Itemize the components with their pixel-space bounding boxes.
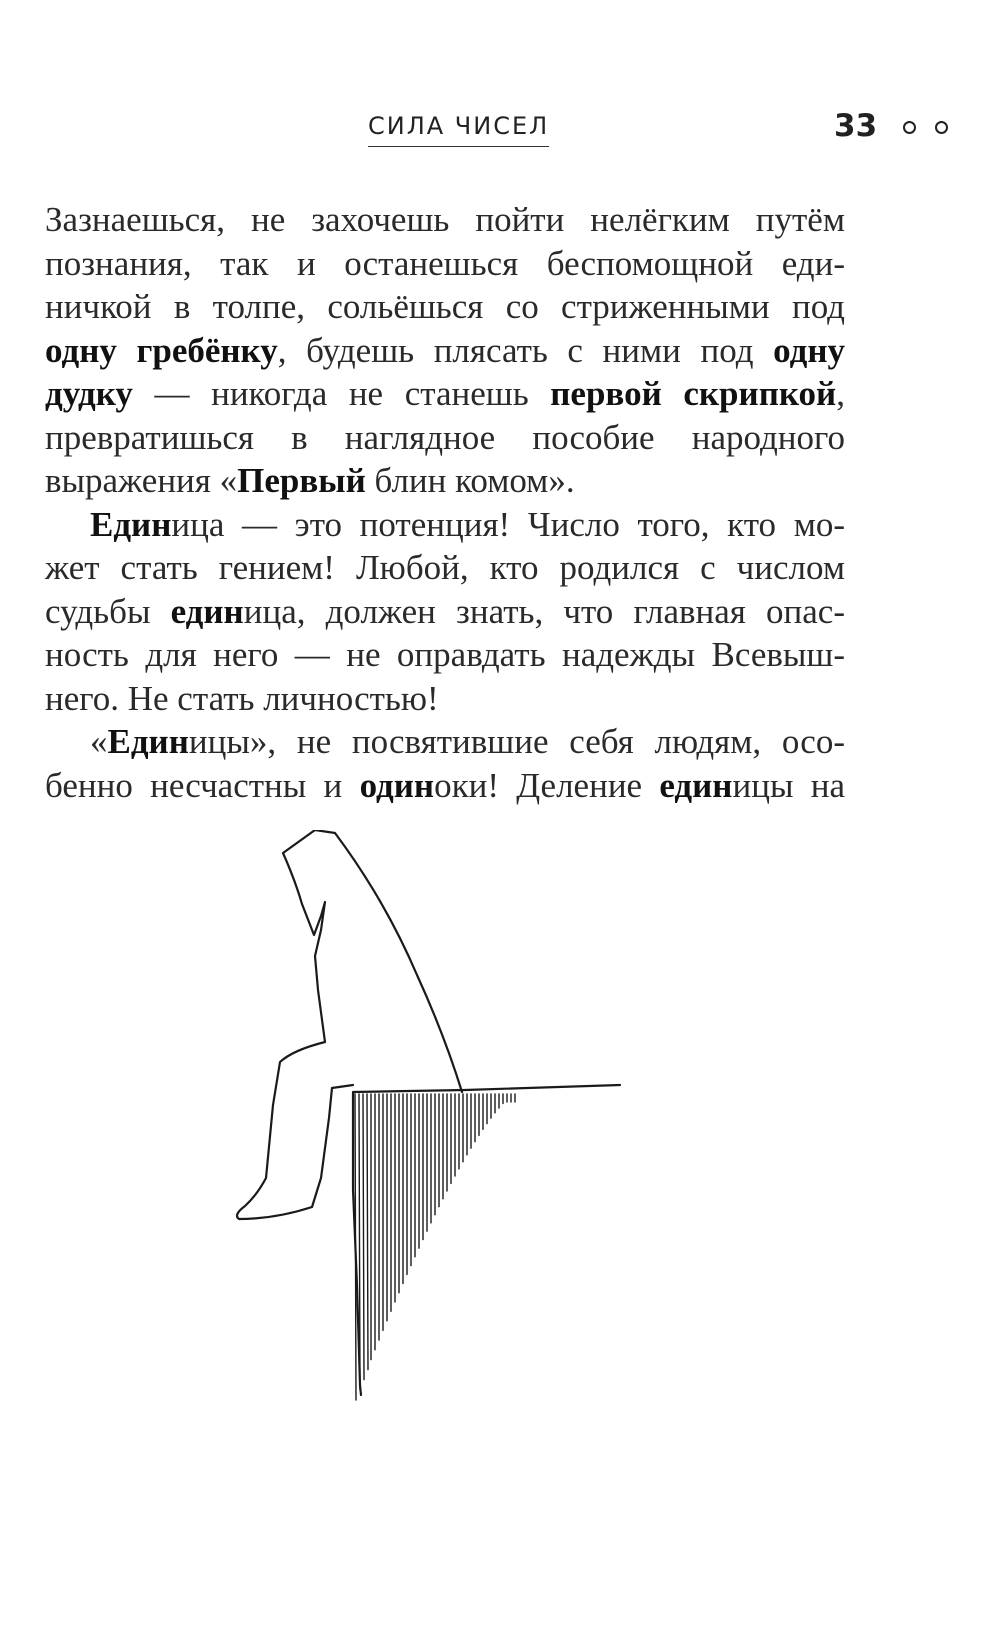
text-line	[45, 503, 845, 547]
text-run: жет стать гением! Любой, кто родился с числом	[45, 548, 845, 587]
hatch-stroke	[355, 1094, 356, 1400]
hatch-stroke	[367, 1094, 368, 1370]
bold-text: первой скрипкой	[550, 374, 837, 413]
text-run: познания, так и останешься беспомощной еди-	[45, 243, 845, 283]
text-line	[45, 285, 845, 329]
paragraph	[45, 503, 845, 721]
text-run: превратишься в наглядное пособие народного	[45, 417, 845, 457]
text-line	[45, 372, 845, 416]
text-line	[45, 633, 845, 677]
body-text	[45, 198, 845, 807]
bold-text: Един	[107, 722, 189, 761]
text-line	[45, 764, 845, 808]
text-run: него. Не стать личностью!	[45, 678, 439, 718]
paragraph	[45, 720, 845, 807]
text-run: ица — это потенция! Число того, кто мо-	[171, 504, 845, 544]
circle-ornament-icon	[935, 121, 948, 134]
circle-ornament-icon	[903, 121, 916, 134]
text-run: бенно несчастны и	[45, 765, 360, 805]
bold-text: одну гребёнку	[45, 330, 278, 370]
hatch-stroke	[363, 1094, 364, 1380]
text-line	[45, 459, 845, 503]
text-run: судьбы	[45, 591, 171, 631]
bold-text: Первый	[237, 461, 366, 500]
text-run: ицы на	[732, 765, 845, 805]
text-line	[45, 198, 845, 242]
text-run: «	[90, 722, 108, 761]
text-run: , будешь плясать с ними под	[277, 330, 774, 370]
text-line	[45, 590, 845, 634]
bold-text: одну	[773, 330, 845, 370]
text-run: выражения «	[45, 461, 238, 500]
bold-text: один	[359, 765, 435, 805]
page-ornament	[903, 121, 948, 134]
text-line	[45, 242, 845, 286]
text-run: оки! Деление	[434, 765, 660, 805]
text-line	[45, 677, 845, 721]
paragraph	[45, 198, 845, 503]
bold-text: един	[659, 765, 733, 805]
text-line	[45, 416, 845, 460]
text-run: ,	[836, 374, 845, 413]
running-title: СИЛА ЧИСЕЛ	[368, 112, 549, 147]
text-run: ицы», не посвятившие себя людям, осо-	[188, 722, 845, 761]
page-number: 33	[834, 108, 878, 144]
text-run: ничкой в толпе, сольёшься со стриженными под	[45, 287, 845, 326]
text-run: — никогда не станешь	[132, 374, 551, 413]
text-run: блин комом».	[365, 461, 575, 500]
text-run: ность для него — не оправдать надежды Всевыш-	[45, 635, 845, 674]
bold-text: дудку	[45, 374, 133, 413]
bold-text: един	[170, 591, 244, 631]
text-run: ица, должен знать, что главная опас-	[243, 591, 845, 631]
figure-sitting-on-ledge-illustration	[225, 830, 645, 1430]
text-line	[45, 329, 845, 373]
text-line	[45, 720, 845, 764]
text-run: Зазнаешься, не захочешь пойти нелёгким путём	[45, 200, 845, 239]
bold-text: Един	[90, 504, 172, 544]
text-line	[45, 546, 845, 590]
